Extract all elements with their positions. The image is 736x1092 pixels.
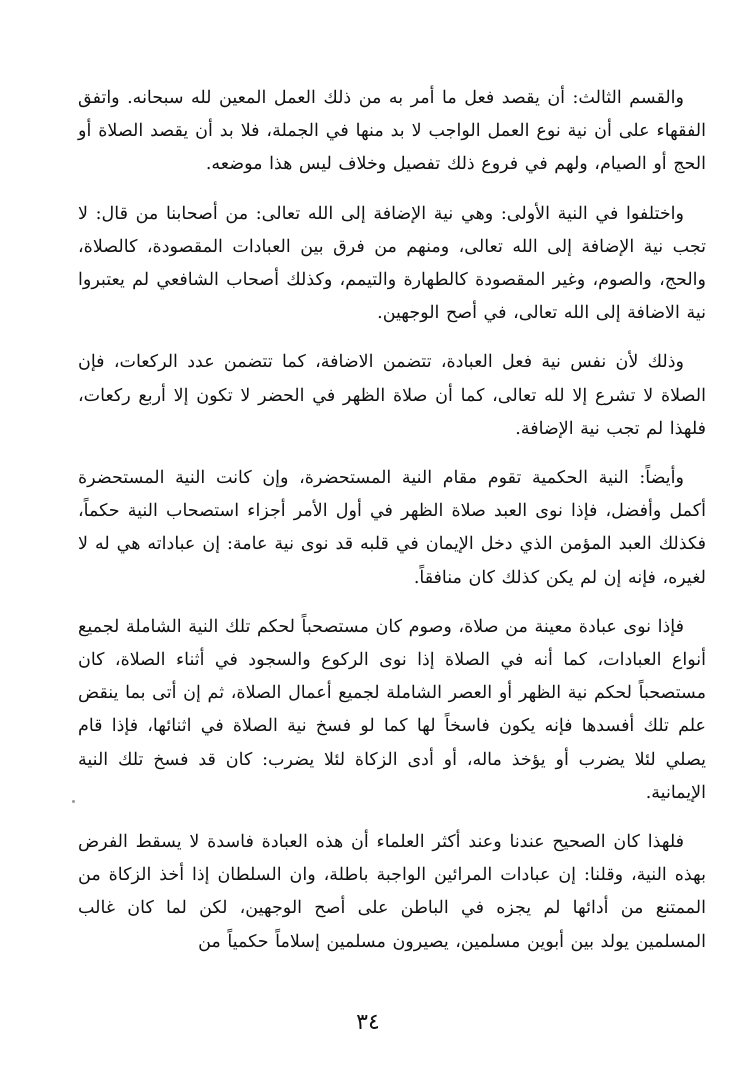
paragraph-2: واختلفوا في النية الأولى: وهي نية الإضافة إلى الله تعالى: من أصحابنا من قال: لا تجب نية الإضافة إلى الله تعالى، ومنهم من فرق بين العبادات المقصودة، كالصلاة، والحج، والصوم، وغير المقصودة كالطهارة والتيمم، وكذلك أصحاب الشافعي لم يعتبروا نية الاضافة إلى الله تعالى، في أصح الوجهين. xyxy=(78,203,706,324)
body-text xyxy=(78,82,706,959)
paragraph-5: فإذا نوى عبادة معينة من صلاة، وصوم كان مستصحباً لحكم تلك النية الشاملة لجميع أنواع العبادات، كما أنه في الصلاة إذا نوى الركوع والسجود في أثناء الصلاة، كان مستصحباً لحكم نية الظهر أو العصر الشاملة لجميع أعمال الصلاة، ثم إن أتى بما ينقض علم تلك أفسدها فإنه يكون فاسخاً لها كما لو فسخ نية الصلاة في اثنائها، فإذا قام يصلي لئلا يضرب أو يؤخذ ماله، أو أدى الزكاة لئلا يضرب: كان قد فسخ تلك النية الإيمانية. xyxy=(78,616,706,803)
scan-speck xyxy=(72,800,75,803)
paragraph-6: فلهذا كان الصحيح عندنا وعند أكثر العلماء أن هذه العبادة فاسدة لا يسقط الفرض بهذه النية، وقلنا: إن عبادات المرائين الواجبة باطلة، وان السلطان إذا أخذ الزكاة من الممتنع من أدائها لم يجزه في الباطن على أصح الوجهين، لكن لما كان غالب المسلمين يولد بين أبوين مسلمين، يصيرون مسلمين إسلاماً حكمياً من xyxy=(78,832,706,952)
paragraph-4: وأيضاً: النية الحكمية تقوم مقام النية المستحضرة، وإن كانت النية المستحضرة أكمل وأفضل، فإذا نوى العبد صلاة الظهر في أول الأمر أجزاء استصحاب النية حكماً، فكذلك العبد المؤمن الذي دخل الإيمان في قلبه قد نوى نية عامة: إن عباداته هي له لا لغيره، فإنه إن لم يكن كذلك كان منافقاً. xyxy=(78,468,706,588)
paragraph-1: والقسم الثالث: أن يقصد فعل ما أمر به من ذلك العمل المعين لله سبحانه. واتفق الفقهاء على أن نية نوع العمل الواجب لا بد منها في الجملة، فلا بد أن يقصد الصلاة أو الحج أو الصيام، ولهم في فروع ذلك تفصيل وخلاف ليس هذا موضعه. xyxy=(78,88,706,175)
page-number: ٣٤ xyxy=(356,1010,380,1035)
paragraph-3: وذلك لأن نفس نية فعل العبادة، تتضمن الاضافة، كما تتضمن عدد الركعات، فإن الصلاة لا تشرع إلا لله تعالى، كما أن صلاة الظهر في الحضر لا تكون إلا أربع ركعات، فلهذا لم تجب نية الإضافة. xyxy=(78,352,706,439)
